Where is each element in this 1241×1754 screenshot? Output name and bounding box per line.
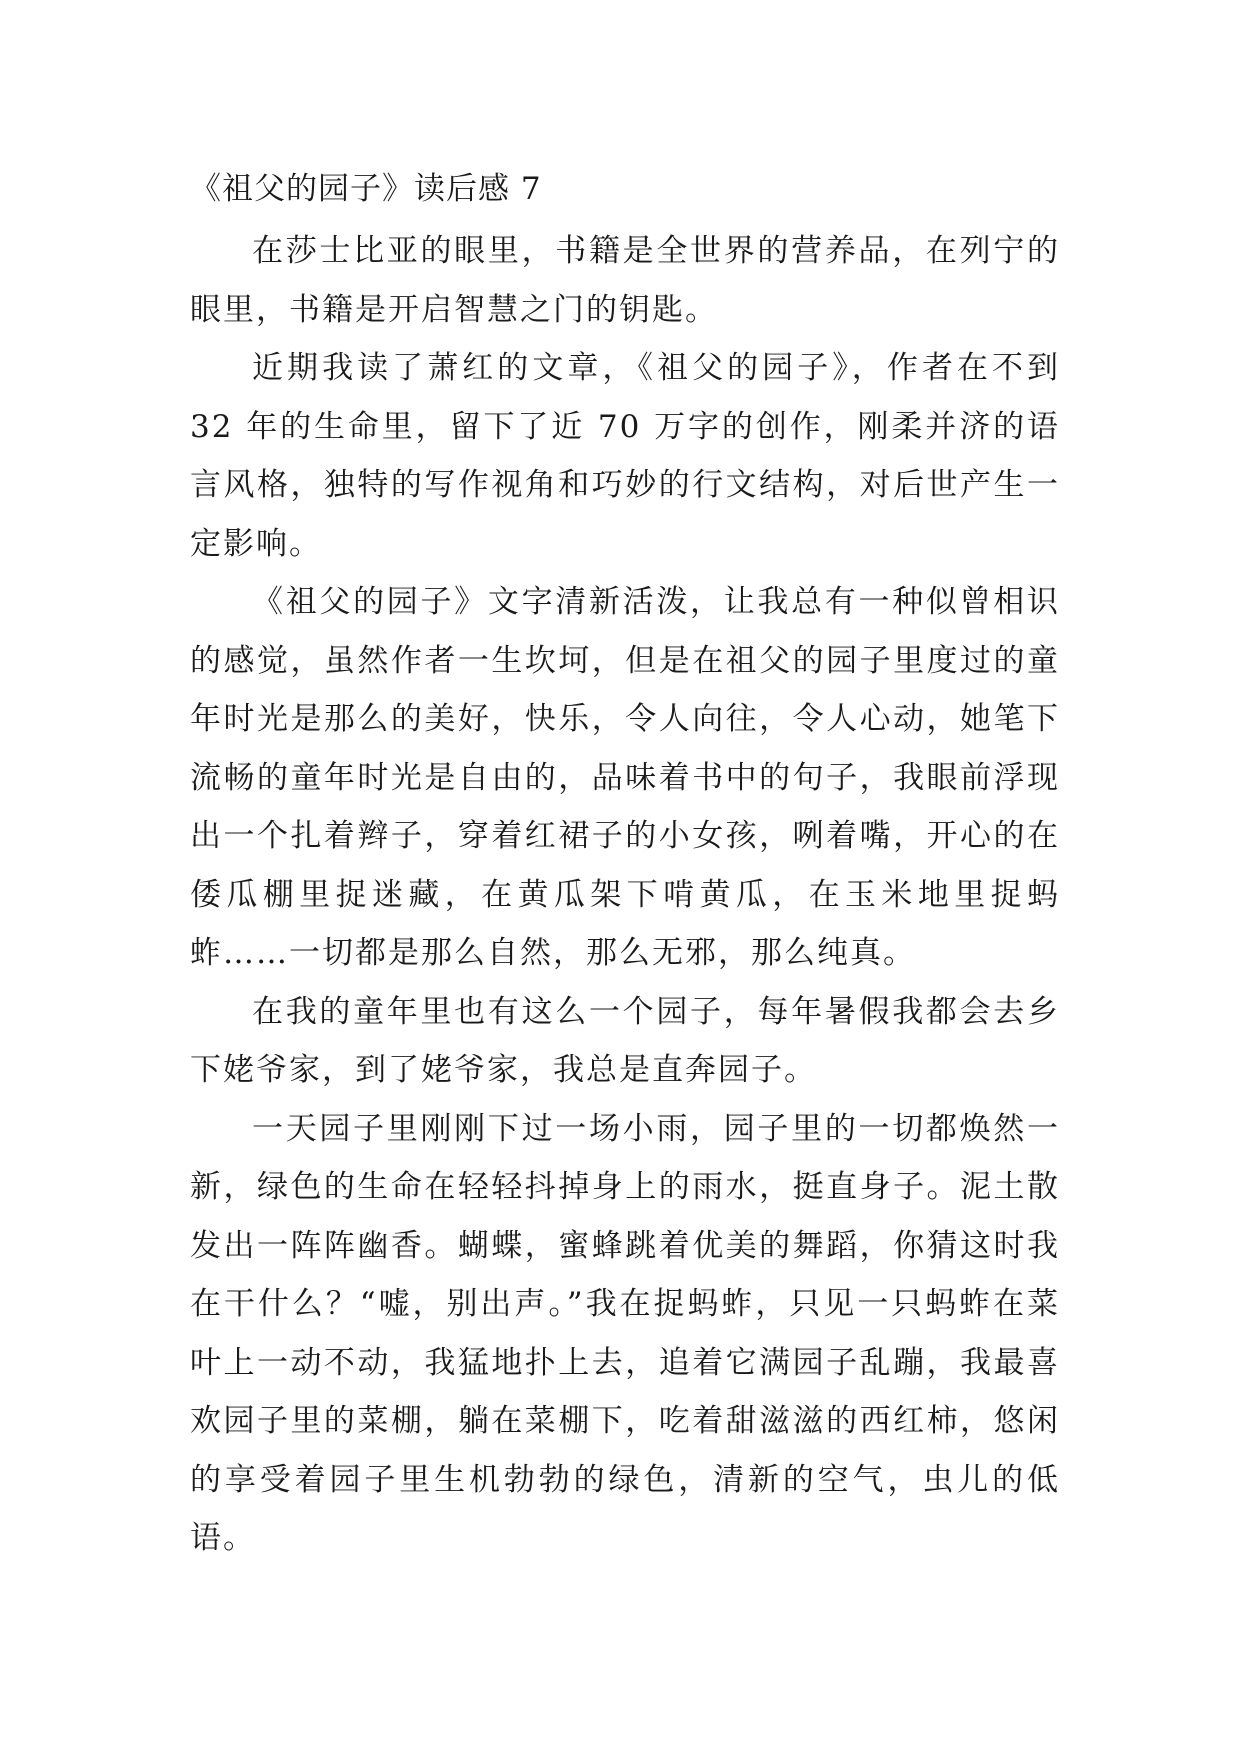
document-title: 《祖父的园子》读后感 7 [190,171,542,207]
paragraph-3: 《祖父的园子》文字清新活泼，让我总有一种似曾相识的感觉，虽然作者一生坎坷，但是在祖父的园子里度过的童年时光是那么的美好，快乐，令人向往，令人心动，她笔下流畅的童年时光是自由的，品味着书中的句子，我眼前浮现出一个扎着辫子，穿着红裙子的小女孩，咧着嘴，开心的在倭瓜棚里捉迷藏，在黄瓜架下啃黄瓜，在玉米地里捉蚂蚱……一切都是那么自然，那么无邪，那么纯真。 [190,584,1060,971]
document-page [190,160,1060,1568]
paragraph-1: 在莎士比亚的眼里，书籍是全世界的营养品，在列宁的眼里，书籍是开启智慧之门的钥匙。 [190,233,1060,328]
paragraph-2: 近期我读了萧红的文章，《祖父的园子》，作者在不到 32 年的生命里，留下了近 70 万字的创作，刚柔并济的语言风格，独特的写作视角和巧妙的行文结构，对后世产生一定影响。 [190,350,1060,562]
paragraph-5: 一天园子里刚刚下过一场小雨，园子里的一切都焕然一新，绿色的生命在轻轻抖掉身上的雨水，挺直身子。泥土散发出一阵阵幽香。蝴蝶，蜜蜂跳着优美的舞蹈，你猜这时我在干什么？“嘘，别出声。”我在捉蚂蚱，只见一只蚂蚱在菜叶上一动不动，我猛地扑上去，追着它满园子乱蹦，我最喜欢园子里的菜棚，躺在菜棚下，吃着甜滋滋的西红柿，悠闲的享受着园子里生机勃勃的绿色，清新的空气，虫儿的低语。 [190,1110,1060,1556]
paragraph-4: 在我的童年里也有这么一个园子，每年暑假我都会去乡下姥爷家，到了姥爷家，我总是直奔园子。 [190,993,1060,1088]
